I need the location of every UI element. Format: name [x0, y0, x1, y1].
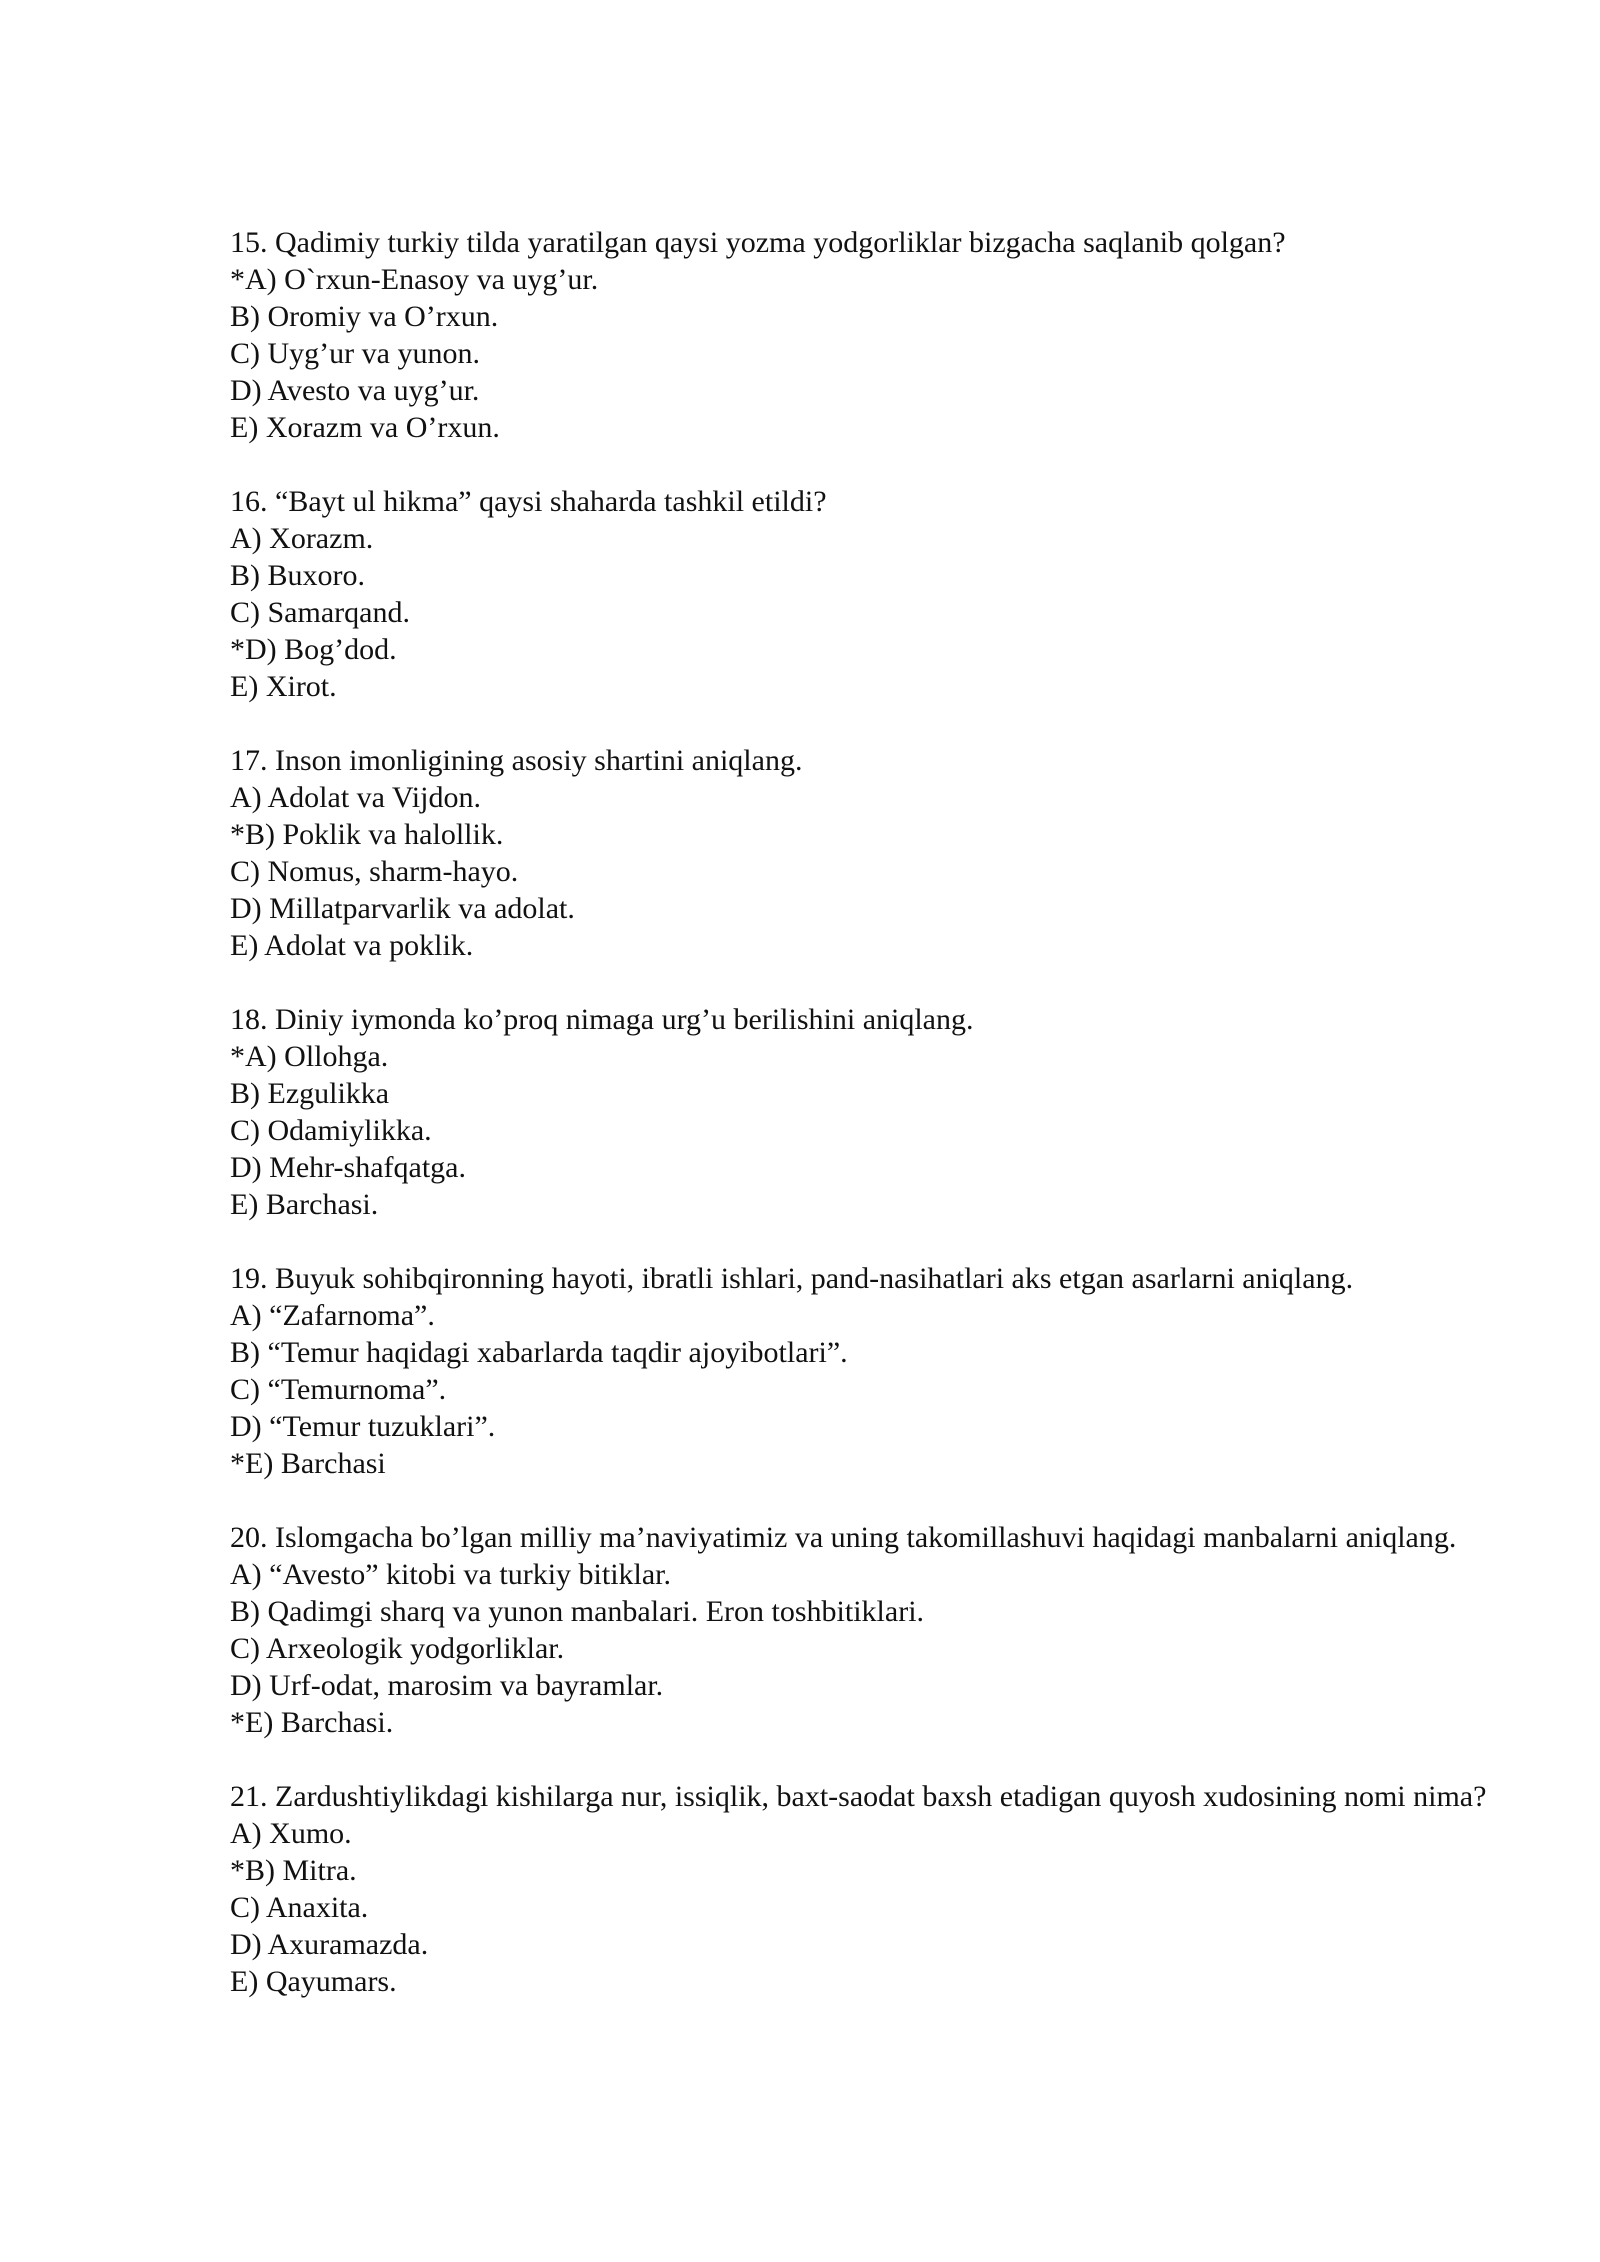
answer-option: D) Urf-odat, marosim va bayramlar.	[230, 1669, 664, 1702]
question-text: 18. Diniy iymonda ko’proq nimaga urg’u berilishini aniqlang.	[230, 1003, 974, 1036]
answer-option: C) “Temurnoma”.	[230, 1373, 447, 1406]
answer-option: D) Millatparvarlik va adolat.	[230, 892, 575, 925]
answer-option: C) Arxeologik yodgorliklar.	[230, 1632, 565, 1665]
answer-option: B) Ezgulikka	[230, 1077, 390, 1110]
answer-option: B) Buxoro.	[230, 559, 365, 592]
answer-option: A) “Zafarnoma”.	[230, 1299, 435, 1332]
answer-option: D) Mehr-shafqatga.	[230, 1151, 466, 1184]
answer-option: *A) Ollohga.	[230, 1040, 389, 1073]
answer-option: E) Xorazm va O’rxun.	[230, 411, 500, 444]
question-15	[230, 224, 1492, 446]
question-text: 17. Inson imonligining asosiy shartini aniqlang.	[230, 744, 803, 777]
question-text: 19. Buyuk sohibqironning hayoti, ibratli ishlari, pand-nasihatlari aks etgan asarlarni aniqlang.	[230, 1262, 1354, 1295]
answer-option: C) Nomus, sharm-hayo.	[230, 855, 519, 888]
question-17	[230, 742, 1492, 964]
answer-option: A) Xumo.	[230, 1817, 352, 1850]
answer-option: D) Avesto va uyg’ur.	[230, 374, 480, 407]
question-21	[230, 1778, 1492, 2000]
answer-option: A) Xorazm.	[230, 522, 374, 555]
answer-option: A) Adolat va Vijdon.	[230, 781, 481, 814]
answer-option: *D) Bog’dod.	[230, 633, 397, 666]
question-text: 20. Islomgacha bo’lgan milliy ma’naviyatimiz va uning takomillashuvi haqidagi manbalarni aniqlang.	[230, 1521, 1457, 1554]
answer-option: *E) Barchasi.	[230, 1706, 394, 1739]
answer-option: D) Axuramazda.	[230, 1928, 429, 1961]
answer-option: E) Qayumars.	[230, 1965, 397, 1998]
question-text: 21. Zardushtiylikdagi kishilarga nur, issiqlik, baxt-saodat baxsh etadigan quyosh xudosining nomi nima?	[230, 1780, 1487, 1813]
answer-option: C) Odamiylikka.	[230, 1114, 432, 1147]
answer-option: C) Anaxita.	[230, 1891, 369, 1924]
answer-option: E) Xirot.	[230, 670, 337, 703]
answer-option: E) Adolat va poklik.	[230, 929, 474, 962]
answer-option: B) Oromiy va O’rxun.	[230, 300, 499, 333]
answer-option: C) Uyg’ur va yunon.	[230, 337, 480, 370]
answer-option: *B) Poklik va halollik.	[230, 818, 504, 851]
answer-option: C) Samarqand.	[230, 596, 410, 629]
answer-option: *B) Mitra.	[230, 1854, 357, 1887]
answer-option: D) “Temur tuzuklari”.	[230, 1410, 496, 1443]
question-20	[230, 1519, 1492, 1741]
answer-option: *E) Barchasi	[230, 1447, 386, 1480]
question-18	[230, 1001, 1492, 1223]
answer-option: A) “Avesto” kitobi va turkiy bitiklar.	[230, 1558, 672, 1591]
question-text: 15. Qadimiy turkiy tilda yaratilgan qaysi yozma yodgorliklar bizgacha saqlanib qolgan?	[230, 226, 1286, 259]
answer-option: E) Barchasi.	[230, 1188, 379, 1221]
question-text: 16. “Bayt ul hikma” qaysi shaharda tashkil etildi?	[230, 485, 827, 518]
answer-option: B) Qadimgi sharq va yunon manbalari. Eron toshbitiklari.	[230, 1595, 925, 1628]
question-16	[230, 483, 1492, 705]
answer-option: *A) O`rxun-Enasoy va uyg’ur.	[230, 263, 599, 296]
answer-option: B) “Temur haqidagi xabarlarda taqdir ajoyibotlari”.	[230, 1336, 848, 1369]
document-page	[230, 224, 1492, 2037]
question-19	[230, 1260, 1492, 1482]
